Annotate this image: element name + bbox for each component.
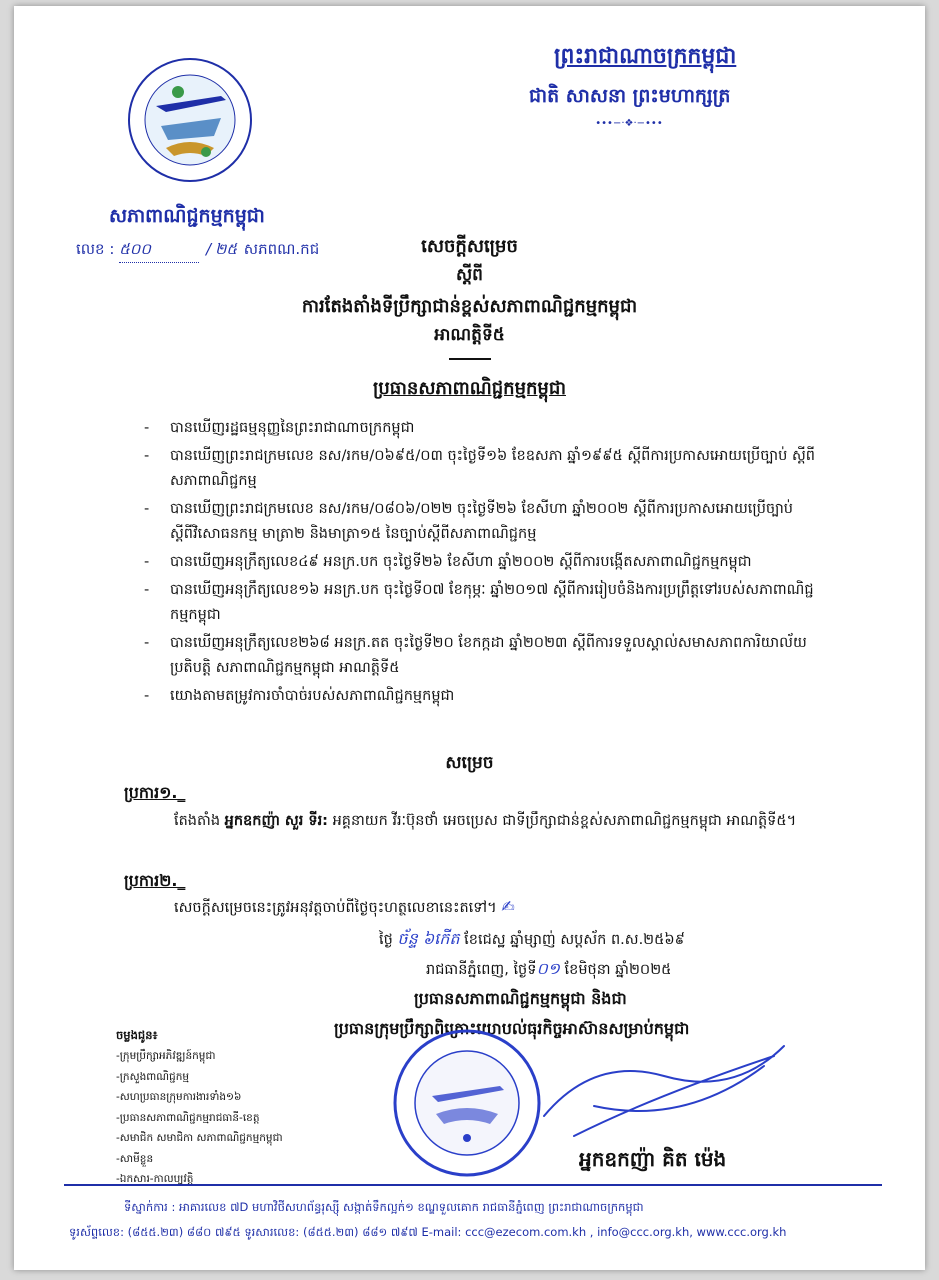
signatory-title-2: ប្រធានក្រុមប្រឹក្សាពិគ្រោះយោបល់ធុរកិច្ចអាស៊ានសម្រាប់កម្ពុជា bbox=[334, 1019, 690, 1038]
official-stamp bbox=[392, 1028, 542, 1178]
cc-item: -ប្រធានសភាពាណិជ្ជកម្មរាជធានី-ខេត្ត bbox=[116, 1111, 260, 1124]
signature-mark bbox=[534, 1036, 794, 1156]
cc-item: -ក្រសួងពាណិជ្ជកម្ម bbox=[116, 1070, 190, 1083]
decision-heading: សម្រេច bbox=[445, 753, 494, 773]
recital-item: - បានឃើញព្រះរាជក្រមលេខ នស/រកម/០៦៩៥/០៣ ចុះថ្ងៃទី១៦ ខែឧសភា ឆ្នាំ១៩៩៥ ស្តីពីការប្រកាសអោយប្រើច្បាប់ ស្តីពីសភាពាណិជ្ជកម្ម bbox=[144, 444, 824, 494]
document-page bbox=[14, 6, 925, 1270]
ornament-divider: •••−·❖·−••• bbox=[595, 118, 663, 129]
article-2-label: ប្រការ២._ bbox=[124, 871, 186, 890]
reference-number: ៥០០ bbox=[119, 240, 199, 263]
issuer-name: សភាពាណិជ្ជកម្មកម្ពុជា bbox=[109, 205, 265, 227]
solar-date bbox=[426, 958, 671, 982]
recital-item: - បានឃើញអនុក្រឹត្យលេខ៤៩ អនក្រ.បក ចុះថ្ងៃទី២៦ ខែសីហា ឆ្នាំ២០០២ ស្តីពីការបង្កើតសភាពាណិជ្ជកម្មកម្ពុជា bbox=[144, 550, 824, 575]
lunar-rest: ខែជេស្ឋ ឆ្នាំម្សាញ់ សប្តស័ក ព.ស.២៥៦៩ bbox=[464, 932, 685, 948]
national-motto: ជាតិ សាសនា ព្រះមហាក្សត្រ bbox=[529, 85, 731, 107]
cc-item: -សាមីខ្លួន bbox=[116, 1152, 154, 1165]
recital-item: - បានឃើញរដ្ឋធម្មនុញ្ញនៃព្រះរាជាណាចក្រកម្ពុជា bbox=[144, 416, 824, 441]
lunar-date bbox=[379, 928, 685, 952]
recital-item: - បានឃើញព្រះរាជក្រមលេខ នស/រកម/០៨០៦/០២២ ចុះថ្ងៃទី២៦ ខែសីហា ឆ្នាំ២០០២ ស្តីពីការប្រកាសអោយប្រើច្បាប់ ស្តីពីវិសោធនកម្ម មាត្រា២ និងមាត្រា១៥ នៃច្បាប់ស្តីពីសភាពាណិជ្ជកម្ម bbox=[144, 497, 824, 547]
initial-mark: ✍ bbox=[501, 897, 515, 916]
lunar-prefix: ថ្ងៃ bbox=[379, 932, 393, 948]
chamber-logo bbox=[126, 56, 254, 184]
document-title: សេចក្តីសម្រេច bbox=[421, 236, 518, 257]
cc-item: -ឯកសារ-កាលប្បវត្តិ bbox=[116, 1173, 194, 1185]
issuer-title: ប្រធានសភាពាណិជ្ជកម្មកម្ពុជា bbox=[372, 378, 566, 399]
recitals-list bbox=[144, 416, 824, 712]
article-1-text bbox=[174, 808, 824, 834]
article-1-label: ប្រការ១._ bbox=[124, 783, 186, 802]
recital-item: - យោងតាមតម្រូវការចាំបាច់របស់សភាពាណិជ្ជកម្មកម្ពុជា bbox=[144, 684, 824, 709]
solar-prefix: រាជធានីភ្នំពេញ, ថ្ងៃទី bbox=[426, 962, 537, 978]
article-1-pre: តែងតាំង bbox=[174, 813, 225, 829]
reference-year: ២៥ bbox=[215, 240, 237, 258]
title-subject: ការតែងតាំងទីប្រឹក្សាជាន់ខ្ពស់សភាពាណិជ្ជកម្មកម្ពុជា bbox=[301, 296, 638, 317]
kingdom-heading: ព្រះរាជាណាចក្រកម្ពុជា bbox=[554, 44, 737, 69]
title-about: ស្តីពី bbox=[456, 265, 483, 285]
reference-label: លេខ : bbox=[76, 240, 115, 258]
cc-item: -សមាជិក សមាជិកា សភាពាណិជ្ជកម្មកម្ពុជា bbox=[116, 1132, 283, 1144]
signatory-name: អ្នកឧកញ៉ា គិត ម៉េង bbox=[579, 1147, 727, 1171]
lunar-handwritten: ច័ន្ទ ៦កើត bbox=[397, 929, 460, 948]
title-term: អាណត្តិទី៥ bbox=[434, 325, 505, 345]
solar-rest: ខែមិថុនា ឆ្នាំ២០២៥ bbox=[564, 962, 672, 978]
cc-item: -សហប្រធានក្រុមការងារទាំង១៦ bbox=[116, 1091, 242, 1103]
cc-list bbox=[116, 1046, 283, 1190]
title-divider bbox=[449, 358, 491, 360]
article-2-body: សេចក្តីសម្រេចនេះត្រូវអនុវត្តចាប់ពីថ្ងៃចុះហត្ថលេខានេះតទៅ។ bbox=[174, 900, 497, 916]
appointee-name: អ្នកឧកញ៉ា សួរ ទីរ: bbox=[224, 813, 328, 829]
signatory-title-1: ប្រធានសភាពាណិជ្ជកម្មកម្ពុជា និងជា bbox=[414, 989, 627, 1008]
reference-slash: / bbox=[205, 240, 212, 258]
reference-suffix: សភពណ.កជ bbox=[243, 240, 320, 258]
article-2-text bbox=[174, 894, 824, 921]
footer-contact: ទូរស័ព្ទលេខ: (៨៥៥.២៣) ៨៨០ ៧៩៥ ទូរសារលេខ: (៨៥៥.២៣) ៨៨១ ៧៩៧ E-mail: ccc@ezecom.com.kh , info@ccc.org.kh, www.ccc.org.kh bbox=[69, 1225, 787, 1239]
footer-divider bbox=[64, 1184, 882, 1186]
article-1-post: អគ្គនាយក វីរៈប៊ុនថាំ អេចប្រេស ជាទីប្រឹក្សាជាន់ខ្ពស់សភាពាណិជ្ជកម្មកម្ពុជា អាណត្តិទី៥។ bbox=[327, 813, 797, 829]
solar-handwritten: ០១ bbox=[536, 959, 560, 978]
recital-item: - បានឃើញអនុក្រឹត្យលេខ២៦៨ អនក្រ.តត ចុះថ្ងៃទី២០ ខែកក្កដា ឆ្នាំ២០២៣ ស្តីពីការទទួលស្គាល់សមាសភាពការិយាល័យប្រតិបត្តិ សភាពាណិជ្ជកម្មកម្ពុជា អាណត្តិទី៥ bbox=[144, 631, 824, 681]
cc-title: ចម្លងជូន៖ bbox=[116, 1028, 158, 1042]
footer-address: ទីស្នាក់ការ : អាគារលេខ ៧D មហាវិថីសហព័ន្ធរុស្ស៊ី សង្កាត់ទឹកល្អក់១ ខណ្ឌទួលគោក រាជធានីភ្នំពេញ ព្រះរាជាណាចក្រកម្ពុជា bbox=[124, 1200, 644, 1214]
recital-item: - បានឃើញអនុក្រឹត្យលេខ១៦ អនក្រ.បក ចុះថ្ងៃទី០៧ ខែកុម្ភៈ ឆ្នាំ២០១៧ ស្តីពីការរៀបចំនិងការប្រព្រឹត្តទៅរបស់សភាពាណិជ្ជកម្មកម្ពុជា bbox=[144, 578, 824, 628]
cc-item: -ក្រុមប្រឹក្សាអភិវឌ្ឍន៍កម្ពុជា bbox=[116, 1050, 216, 1062]
